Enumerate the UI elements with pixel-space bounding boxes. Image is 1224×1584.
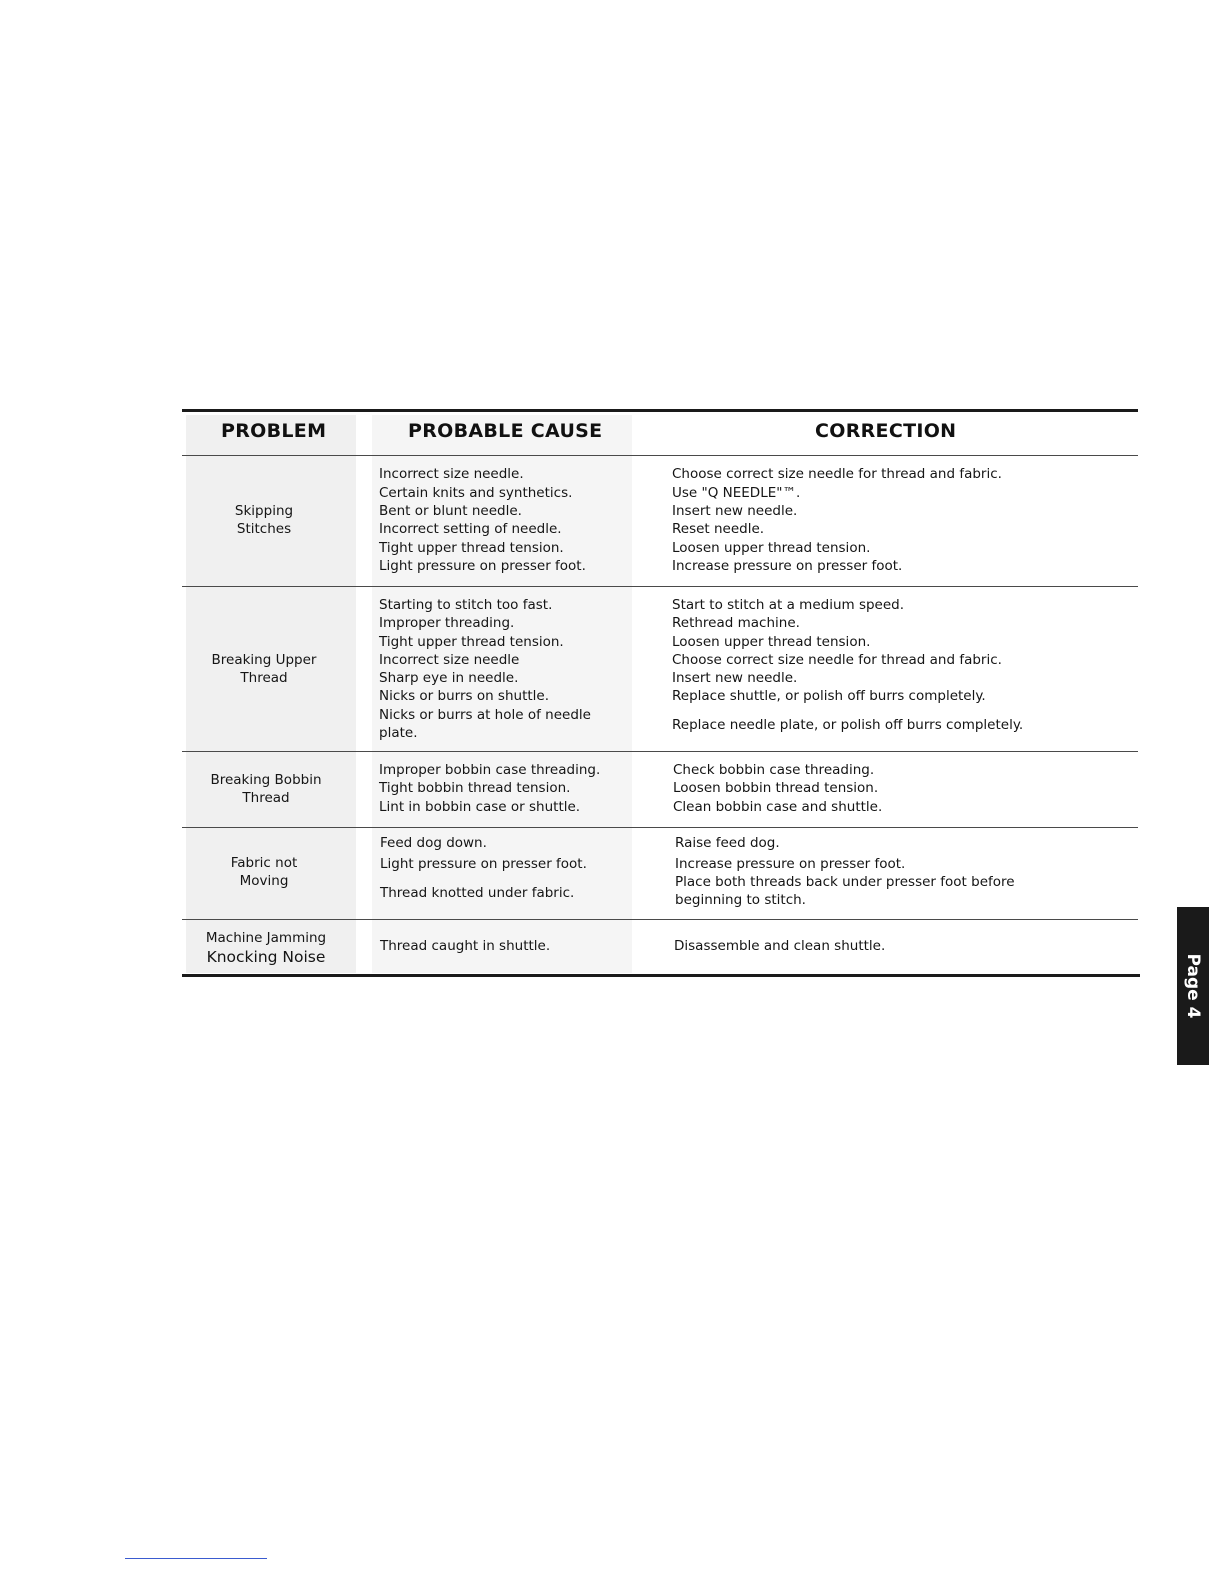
problem-breaking-upper-thread xyxy=(184,651,344,687)
correction-line: Disassemble and clean shuttle. xyxy=(674,938,886,954)
header-probable-cause: PROBABLE CAUSE xyxy=(408,420,603,442)
cause-line: Nicks or burrs on shuttle. xyxy=(379,688,550,704)
cause-line: Tight bobbin thread tension. xyxy=(379,780,571,796)
problem-line: Machine Jamming xyxy=(205,930,327,946)
cause-line: Improper bobbin case threading. xyxy=(379,762,601,778)
cause-line: Lint in bobbin case or shuttle. xyxy=(379,799,581,815)
correction-line: Check bobbin case threading. xyxy=(673,762,875,778)
cause-line: Starting to stitch too fast. xyxy=(379,597,553,613)
correction-line: Increase pressure on presser foot. xyxy=(675,856,906,872)
cause-line: Incorrect size needle. xyxy=(379,466,524,482)
correction-line: Start to stitch at a medium speed. xyxy=(672,597,905,613)
table-top-rule xyxy=(182,409,1138,412)
cause-line: Incorrect setting of needle. xyxy=(379,521,562,537)
correction-line: Insert new needle. xyxy=(672,503,798,519)
problem-line: Skipping xyxy=(234,503,294,519)
table-bottom-rule xyxy=(182,974,1140,977)
cause-line: Bent or blunt needle. xyxy=(379,503,522,519)
correction-line: Clean bobbin case and shuttle. xyxy=(673,799,883,815)
row-divider xyxy=(182,827,1138,828)
problem-line: Knocking Noise xyxy=(206,948,326,966)
footer-underline xyxy=(125,1558,267,1559)
cause-line: Certain knits and synthetics. xyxy=(379,485,573,501)
header-divider xyxy=(182,455,1138,456)
problem-line: Thread xyxy=(240,670,288,686)
problem-line: Moving xyxy=(239,873,289,889)
row-divider xyxy=(182,919,1138,920)
cause-line: Tight upper thread tension. xyxy=(379,540,564,556)
problem-machine-jamming xyxy=(186,929,346,967)
correction-line: beginning to stitch. xyxy=(675,892,806,908)
correction-line: Raise feed dog. xyxy=(675,835,780,851)
row-divider xyxy=(182,751,1138,752)
correction-line: Increase pressure on presser foot. xyxy=(672,558,903,574)
correction-line: Replace needle plate, or polish off burrs completely. xyxy=(672,717,1024,733)
correction-line: Replace shuttle, or polish off burrs completely. xyxy=(672,688,986,704)
correction-line: Rethread machine. xyxy=(672,615,800,631)
page-tab xyxy=(1177,907,1209,1065)
cause-line: Thread caught in shuttle. xyxy=(380,938,551,954)
cause-line: Tight upper thread tension. xyxy=(379,634,564,650)
cause-line: plate. xyxy=(379,725,418,741)
header-correction: CORRECTION xyxy=(815,420,957,442)
cause-line: Light pressure on presser foot. xyxy=(380,856,587,872)
cause-line: Thread knotted under fabric. xyxy=(380,885,575,901)
header-problem: PROBLEM xyxy=(221,420,327,442)
problem-line: Breaking Bobbin xyxy=(210,772,322,788)
problem-fabric-not-moving xyxy=(184,854,344,890)
correction-line: Choose correct size needle for thread and fabric. xyxy=(672,466,1002,482)
correction-line: Insert new needle. xyxy=(672,670,798,686)
page-tab-label: Page 4 xyxy=(1183,953,1203,1019)
cause-line: Feed dog down. xyxy=(380,835,487,851)
correction-line: Loosen bobbin thread tension. xyxy=(673,780,879,796)
row-divider xyxy=(182,586,1138,587)
problem-breaking-bobbin-thread xyxy=(186,771,346,807)
problem-line: Breaking Upper xyxy=(211,652,317,668)
problem-skipping-stitches xyxy=(184,502,344,538)
cause-line: Improper threading. xyxy=(379,615,515,631)
correction-line: Use "Q NEEDLE"™. xyxy=(672,485,801,501)
cause-line: Nicks or burrs at hole of needle xyxy=(379,707,591,723)
correction-line: Choose correct size needle for thread and fabric. xyxy=(672,652,1002,668)
problem-line: Stitches xyxy=(236,521,292,537)
cause-line: Light pressure on presser foot. xyxy=(379,558,586,574)
correction-line: Loosen upper thread tension. xyxy=(672,634,871,650)
correction-line: Reset needle. xyxy=(672,521,765,537)
problem-line: Thread xyxy=(242,790,290,806)
cause-line: Incorrect size needle xyxy=(379,652,520,668)
cause-line: Sharp eye in needle. xyxy=(379,670,519,686)
correction-line: Place both threads back under presser foot before xyxy=(675,874,1015,890)
problem-line: Fabric not xyxy=(230,855,298,871)
correction-line: Loosen upper thread tension. xyxy=(672,540,871,556)
